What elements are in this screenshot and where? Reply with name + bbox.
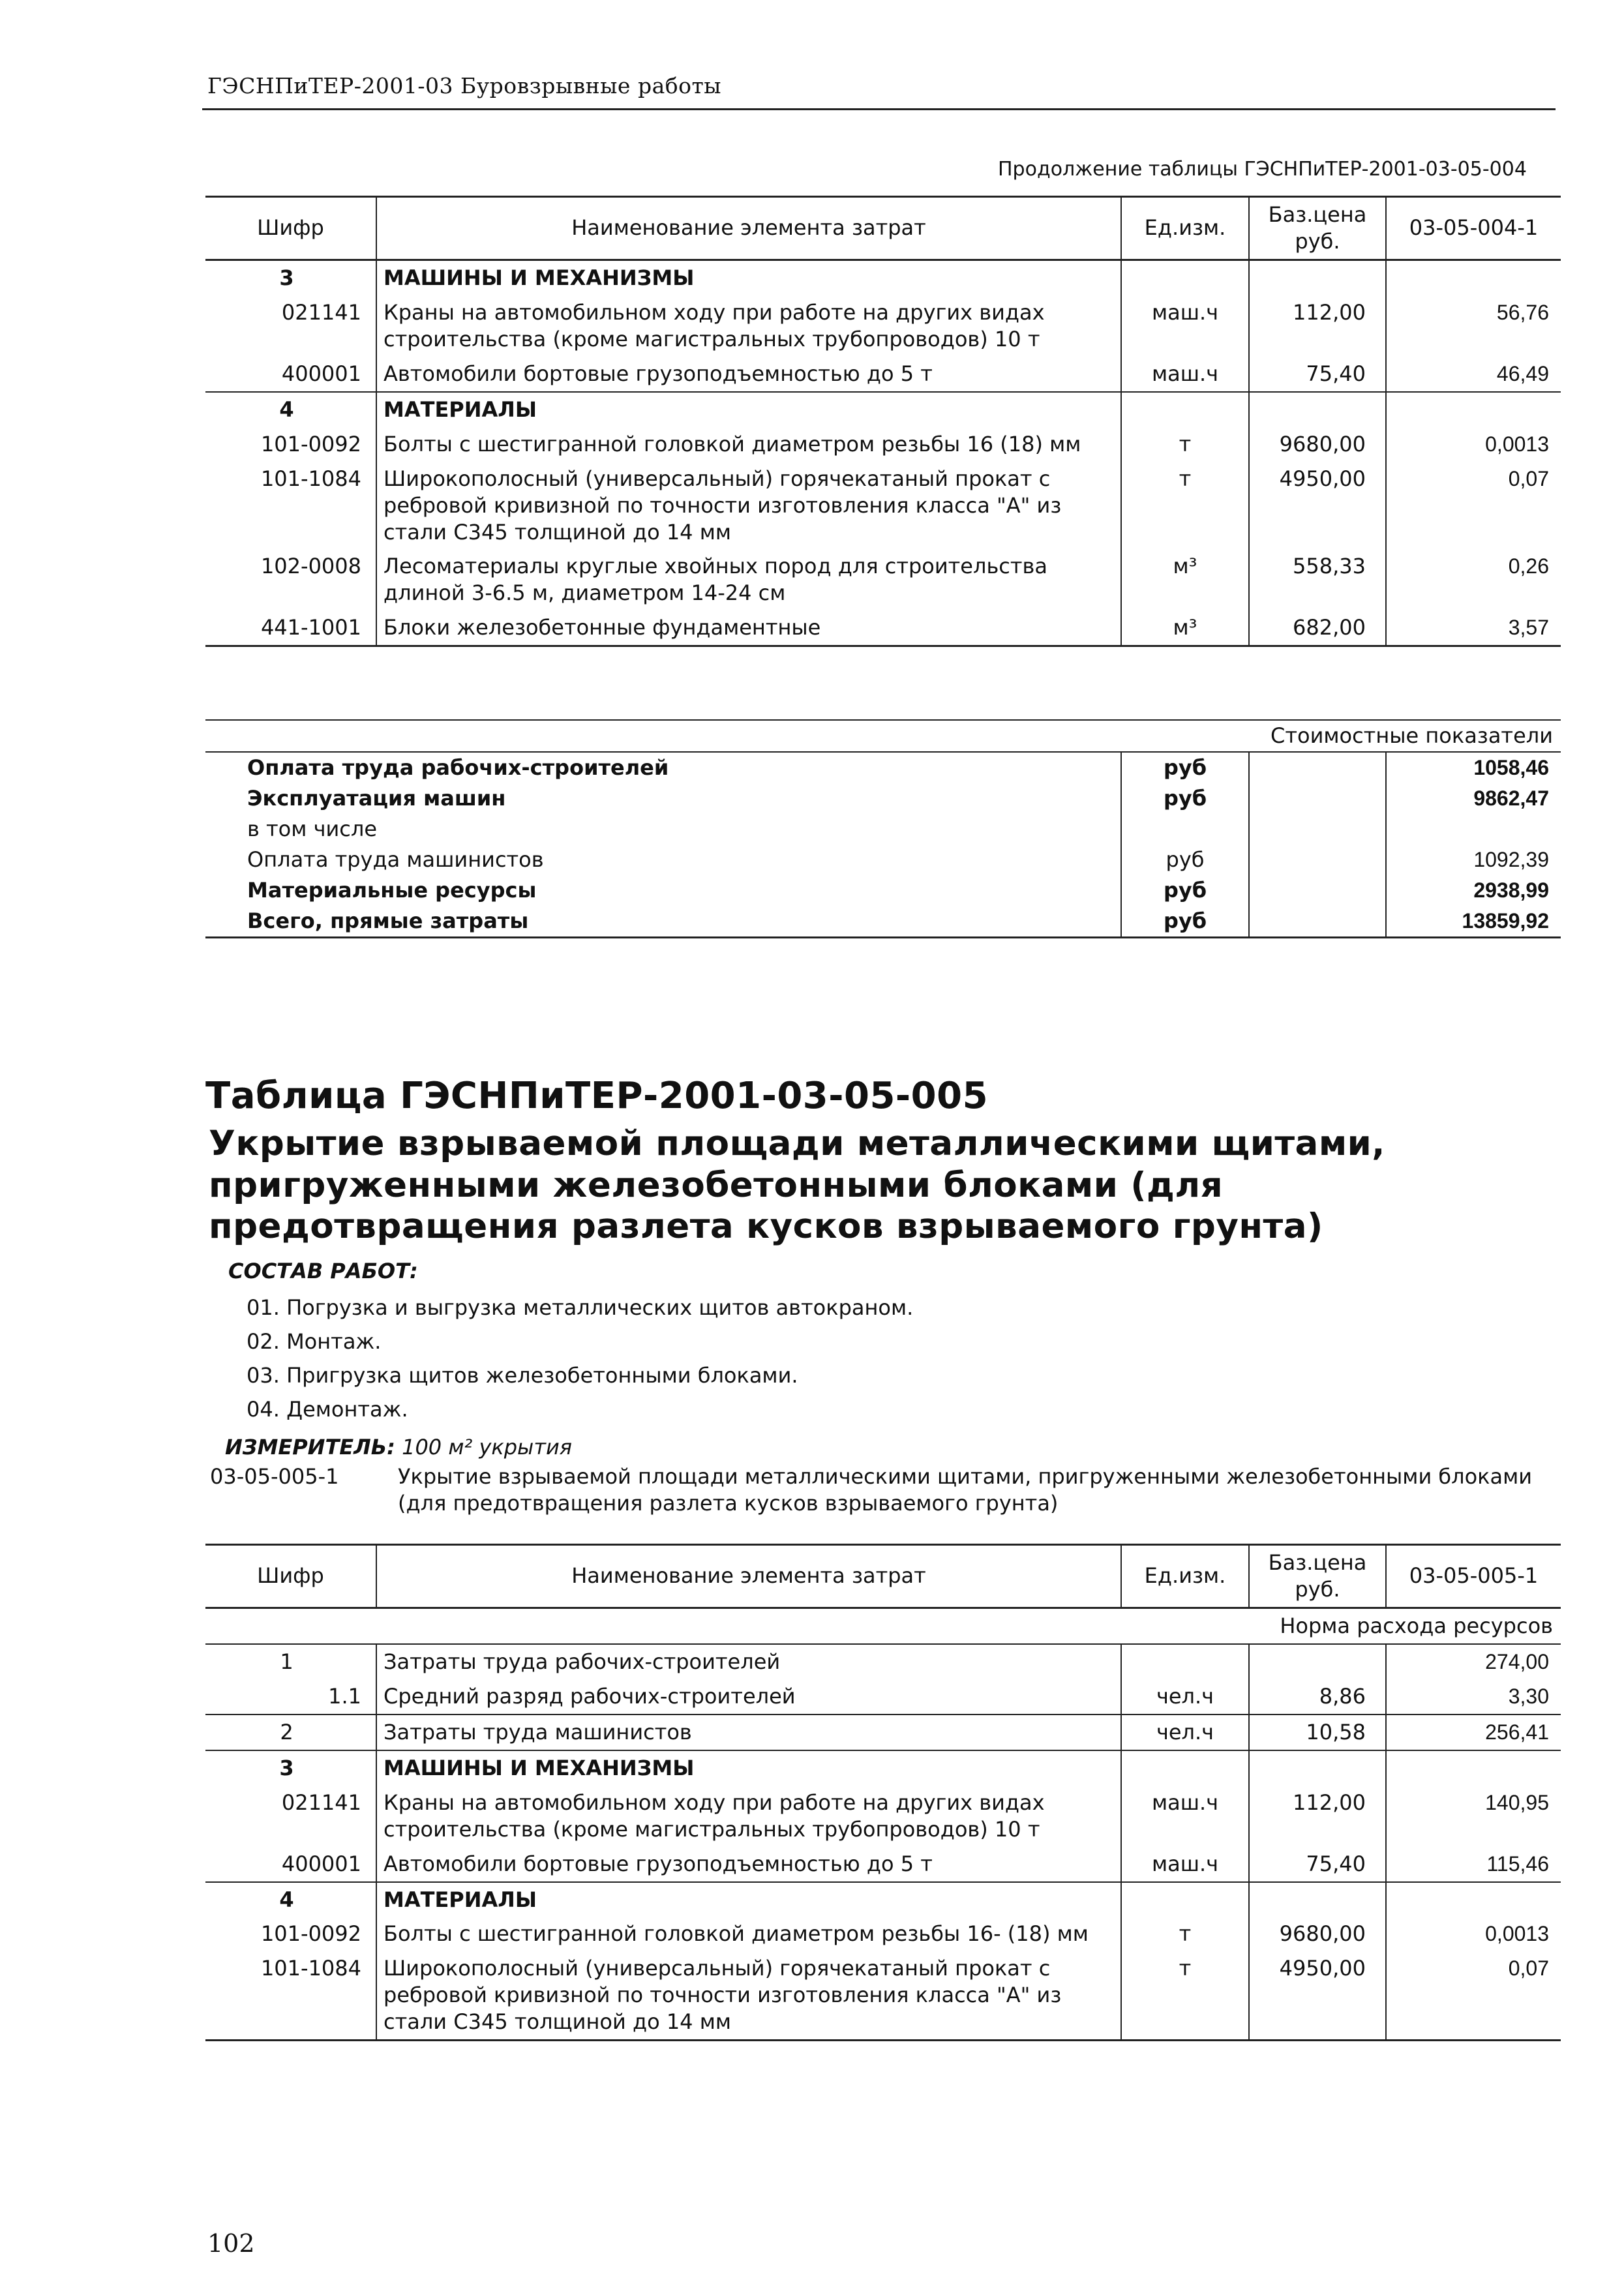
summary-label: Материальные ресурсы xyxy=(247,877,537,903)
row-unit xyxy=(1121,392,1249,427)
cost-table-03-05-005 xyxy=(205,1544,1561,2041)
row-price: 75,40 xyxy=(1249,357,1386,392)
table-row xyxy=(205,1786,1561,1847)
row-code: 400001 xyxy=(281,361,361,386)
row-price: 10,58 xyxy=(1249,1715,1386,1750)
row-norm-value: 3,30 xyxy=(1386,1679,1561,1715)
section-row xyxy=(205,260,1561,295)
row-price: 8,86 xyxy=(1249,1679,1386,1715)
summary-label: Оплата труда рабочих-строителей xyxy=(247,755,669,780)
row-code: 101-1084 xyxy=(260,466,361,491)
row-code: 4 xyxy=(205,392,376,427)
summary-row xyxy=(205,814,1561,845)
row-code: 3 xyxy=(205,1750,376,1786)
summary-unit: руб xyxy=(1121,845,1249,875)
summary-value: 9862,47 xyxy=(1386,783,1561,814)
header-price: Баз.цена руб. xyxy=(1249,1545,1386,1608)
summary-label: Оплата труда машинистов xyxy=(247,846,544,872)
table-row xyxy=(205,295,1561,357)
row-price xyxy=(1249,1750,1386,1786)
row-norm-value: 274,00 xyxy=(1386,1644,1561,1679)
row-code: 021141 xyxy=(281,1789,361,1815)
summary-unit: руб xyxy=(1121,906,1249,937)
summary-price xyxy=(1249,752,1386,783)
row-code: 4 xyxy=(205,1882,376,1917)
row-unit: маш.ч xyxy=(1121,357,1249,392)
row-price: 4950,00 xyxy=(1249,462,1386,550)
summary-value: 1092,39 xyxy=(1386,845,1561,875)
row-norm-value xyxy=(1386,1750,1561,1786)
work-item: 03. Пригрузка щитов железобетонными блоками. xyxy=(247,1363,798,1388)
row-norm-value: 0,0013 xyxy=(1386,1917,1561,1951)
row-price: 9680,00 xyxy=(1249,427,1386,462)
measurer-value: 100 м² укрытия xyxy=(402,1435,572,1460)
row-norm-value: 56,76 xyxy=(1386,295,1561,357)
row-name: МАТЕРИАЛЫ xyxy=(376,392,1121,427)
header-code: Шифр xyxy=(205,1545,376,1608)
row-name: Затраты труда машинистов xyxy=(376,1715,1121,1750)
table-header-row xyxy=(205,1545,1561,1608)
work-item: 04. Демонтаж. xyxy=(247,1397,408,1422)
header-price: Баз.цена руб. xyxy=(1249,197,1386,260)
row-name: Блоки железобетонные фундаментные xyxy=(376,610,1121,646)
works-list xyxy=(247,1291,913,1426)
measurer xyxy=(225,1435,572,1460)
row-price: 682,00 xyxy=(1249,610,1386,646)
header-norm-code: 03-05-004-1 xyxy=(1386,197,1561,260)
table-row xyxy=(205,1715,1561,1750)
section-row xyxy=(205,1750,1561,1786)
row-name: Автомобили бортовые грузоподъемностью до 5 т xyxy=(376,1847,1121,1882)
row-code: 400001 xyxy=(281,1851,361,1876)
row-norm-value: 0,07 xyxy=(1386,1951,1561,2040)
summary-unit: руб xyxy=(1121,783,1249,814)
summary-value: 1058,46 xyxy=(1386,752,1561,783)
header-name: Наименование элемента затрат xyxy=(376,1545,1121,1608)
section-row xyxy=(205,1882,1561,1917)
row-norm-value xyxy=(1386,260,1561,295)
header-name: Наименование элемента затрат xyxy=(376,197,1121,260)
row-code: 1 xyxy=(205,1644,376,1679)
row-price xyxy=(1249,260,1386,295)
header-rule xyxy=(202,108,1556,110)
work-item: 02. Монтаж. xyxy=(247,1329,382,1354)
row-unit: чел.ч xyxy=(1121,1715,1249,1750)
row-name: Болты с шестигранной головкой диаметром резьбы 16- (18) мм xyxy=(376,1917,1121,1951)
continuation-caption: Продолжение таблицы ГЭСНПиТЕР-2001-03-05-004 xyxy=(998,158,1527,181)
summary-label: Всего, прямые затраты xyxy=(205,906,1121,937)
summary-price xyxy=(1249,875,1386,906)
row-unit: маш.ч xyxy=(1121,1786,1249,1847)
row-unit xyxy=(1121,260,1249,295)
row-unit: маш.ч xyxy=(1121,295,1249,357)
summary-unit: руб xyxy=(1121,752,1249,783)
row-norm-value xyxy=(1386,1882,1561,1917)
summary-label: Эксплуатация машин xyxy=(247,785,506,811)
measurer-label: ИЗМЕРИТЕЛЬ: xyxy=(225,1435,395,1460)
row-code: 101-1084 xyxy=(205,1951,376,2040)
row-name: Болты с шестигранной головкой диаметром резьбы 16 (18) мм xyxy=(376,427,1121,462)
row-unit xyxy=(1121,1882,1249,1917)
summary-price xyxy=(1249,845,1386,875)
row-name: МАШИНЫ И МЕХАНИЗМЫ xyxy=(376,260,1121,295)
table-row xyxy=(205,1679,1561,1715)
summary-row xyxy=(205,875,1561,906)
table-row xyxy=(205,357,1561,392)
row-unit: т xyxy=(1121,462,1249,550)
row-price: 75,40 xyxy=(1249,1847,1386,1882)
row-code: 101-0092 xyxy=(260,431,361,457)
row-unit xyxy=(1121,1644,1249,1679)
table-row xyxy=(205,427,1561,462)
summary-row xyxy=(205,783,1561,814)
row-unit: м³ xyxy=(1121,610,1249,646)
row-price: 558,33 xyxy=(1249,549,1386,610)
row-name: Затраты труда рабочих-строителей xyxy=(376,1644,1121,1679)
table-subtitle: Укрытие взрываемой площади металлическими щитами, пригруженными железобетонными блоками (для предотвращения разлета кусков взрываемого грунта) xyxy=(209,1124,1385,1247)
norm-caption: Норма расхода ресурсов xyxy=(205,1608,1561,1643)
row-price: 4950,00 xyxy=(1249,1951,1386,2040)
page-number: 102 xyxy=(207,2229,255,2258)
row-norm-value: 0,07 xyxy=(1386,462,1561,550)
table-row xyxy=(205,462,1561,550)
summary-row xyxy=(205,752,1561,783)
row-name: Средний разряд рабочих-строителей xyxy=(376,1679,1121,1715)
summary-value: 13859,92 xyxy=(1386,906,1561,937)
table-row xyxy=(205,1847,1561,1882)
summary-price xyxy=(1249,783,1386,814)
table-row xyxy=(205,549,1561,610)
summary-label: в том числе xyxy=(247,816,377,841)
row-name: Автомобили бортовые грузоподъемностью до 5 т xyxy=(376,357,1121,392)
norm-code: 03-05-005-1 xyxy=(210,1464,339,1489)
section-row xyxy=(205,392,1561,427)
row-price xyxy=(1249,1882,1386,1917)
row-name: МАТЕРИАЛЫ xyxy=(376,1882,1121,1917)
row-norm-value: 115,46 xyxy=(1386,1847,1561,1882)
row-unit: т xyxy=(1121,1951,1249,2040)
norm-description: Укрытие взрываемой площади металлическими щитами, пригруженными железобетонными блоками (для предотвращения разлета кусков взрываемого грунта) xyxy=(398,1464,1533,1516)
row-code: 101-0092 xyxy=(260,1921,361,1947)
row-name: Широкополосный (универсальный) горячекатаный прокат с ребровой кривизной по точности изготовления класса "А" из стали С345 толщиной до 14 мм xyxy=(376,462,1121,550)
row-norm-value: 46,49 xyxy=(1386,357,1561,392)
work-item: 01. Погрузка и выгрузка металлических щитов автокраном. xyxy=(247,1295,914,1320)
cost-summary-table xyxy=(205,719,1561,938)
summary-unit xyxy=(1121,814,1249,845)
row-norm-value: 256,41 xyxy=(1386,1715,1561,1750)
summary-value: 2938,99 xyxy=(1386,875,1561,906)
row-unit xyxy=(1121,1750,1249,1786)
table-row xyxy=(205,1951,1561,2040)
header-unit: Ед.изм. xyxy=(1121,197,1249,260)
row-unit: маш.ч xyxy=(1121,1847,1249,1882)
summary-unit: руб xyxy=(1121,875,1249,906)
summary-value xyxy=(1386,814,1561,845)
norm-caption-row xyxy=(205,1608,1561,1643)
row-code: 021141 xyxy=(281,299,361,325)
table-title: Таблица ГЭСНПиТЕР-2001-03-05-005 xyxy=(205,1075,989,1117)
row-code: 102-0008 xyxy=(260,554,361,579)
row-code: 3 xyxy=(205,260,376,295)
row-code: 1.1 xyxy=(328,1683,361,1709)
summary-price xyxy=(1249,814,1386,845)
row-code: 2 xyxy=(205,1715,376,1750)
summary-row xyxy=(205,845,1561,875)
row-name: Краны на автомобильном ходу при работе на других видах строительства (кроме магистральных трубопроводов) 10 т xyxy=(376,295,1121,357)
header-norm-code: 03-05-005-1 xyxy=(1386,1545,1561,1608)
row-norm-value: 0,26 xyxy=(1386,549,1561,610)
row-norm-value: 0,0013 xyxy=(1386,427,1561,462)
header-unit: Ед.изм. xyxy=(1121,1545,1249,1608)
row-norm-value: 3,57 xyxy=(1386,610,1561,646)
row-price xyxy=(1249,392,1386,427)
row-norm-value xyxy=(1386,392,1561,427)
row-name: МАШИНЫ И МЕХАНИЗМЫ xyxy=(376,1750,1121,1786)
summary-row xyxy=(205,906,1561,937)
row-price: 9680,00 xyxy=(1249,1917,1386,1951)
summary-caption-row xyxy=(205,720,1561,752)
row-price: 112,00 xyxy=(1249,1786,1386,1847)
row-name: Краны на автомобильном ходу при работе на других видах строительства (кроме магистральных трубопроводов) 10 т xyxy=(376,1786,1121,1847)
summary-price xyxy=(1249,906,1386,937)
works-heading: СОСТАВ РАБОТ: xyxy=(228,1259,418,1283)
row-norm-value: 140,95 xyxy=(1386,1786,1561,1847)
running-header: ГЭСНПиТЕР-2001-03 Буровзрывные работы xyxy=(207,73,722,98)
row-name: Широкополосный (универсальный) горячекатаный прокат с ребровой кривизной по точности изготовления класса "А" из стали С345 толщиной до 14 мм xyxy=(376,1951,1121,2040)
row-unit: м³ xyxy=(1121,549,1249,610)
row-code: 441-1001 xyxy=(205,610,376,646)
table-header-row xyxy=(205,197,1561,260)
row-price xyxy=(1249,1644,1386,1679)
row-unit: чел.ч xyxy=(1121,1679,1249,1715)
table-row xyxy=(205,1917,1561,1951)
cost-table-03-05-004 xyxy=(205,196,1561,647)
row-price: 112,00 xyxy=(1249,295,1386,357)
table-row xyxy=(205,610,1561,646)
header-code: Шифр xyxy=(205,197,376,260)
row-unit: т xyxy=(1121,1917,1249,1951)
row-unit: т xyxy=(1121,427,1249,462)
summary-caption: Стоимостные показатели xyxy=(205,720,1561,752)
row-name: Лесоматериалы круглые хвойных пород для строительства длиной 3-6.5 м, диаметром 14-24 см xyxy=(376,549,1121,610)
table-row xyxy=(205,1644,1561,1679)
